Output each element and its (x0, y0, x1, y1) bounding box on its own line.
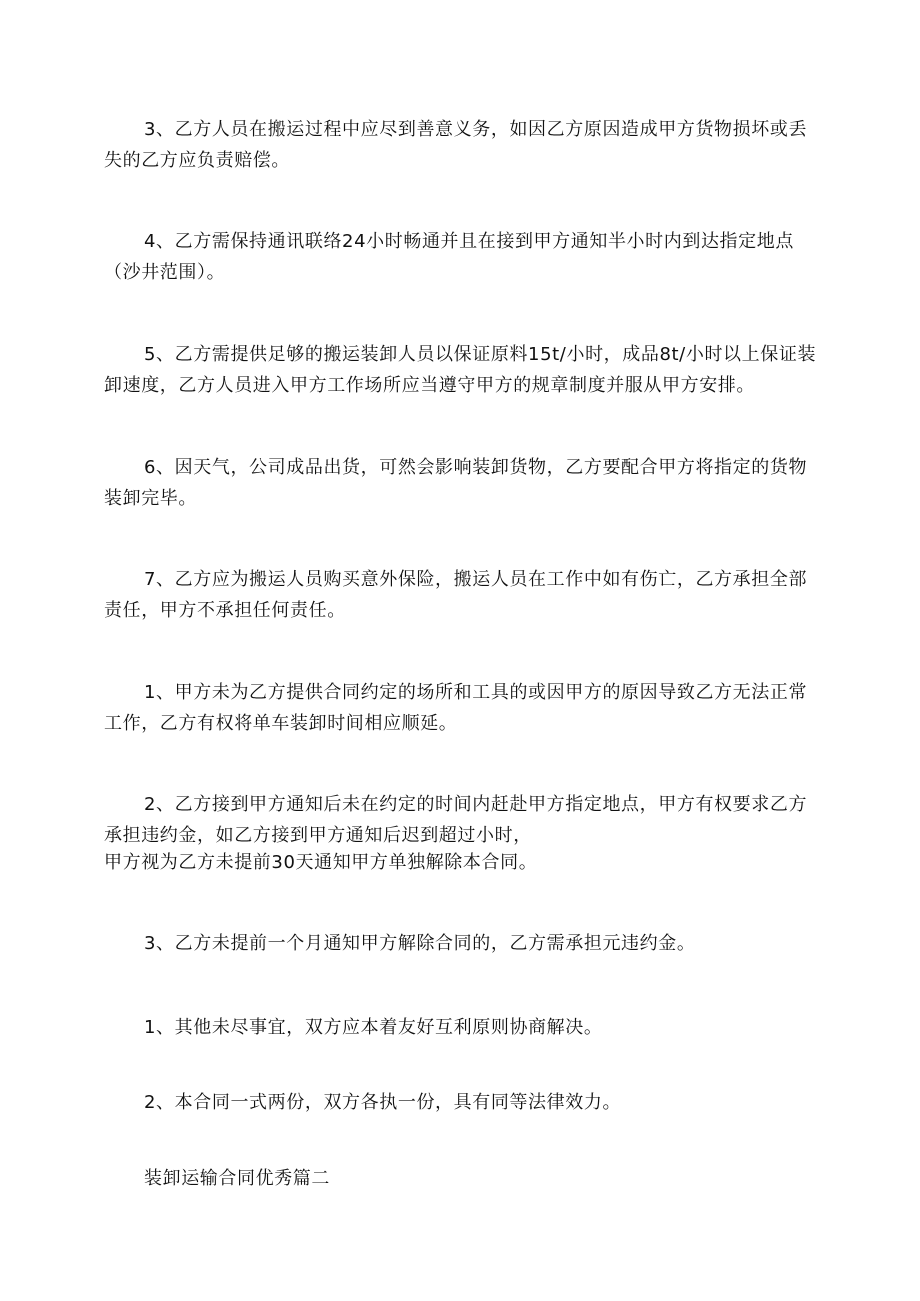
paragraph-line: 1、甲方未为乙方提供合同约定的场所和工具的或因甲方的原因导致乙方无法正常 (144, 682, 808, 703)
paragraph-line: 承担违约金，如乙方接到甲方通知后迟到超过小时， (104, 825, 532, 846)
section-heading: 装卸运输合同优秀篇二 (144, 1168, 330, 1189)
paragraph-line: 3、乙方未提前一个月通知甲方解除合同的，乙方需承担元违约金。 (144, 933, 696, 954)
paragraph-line: 失的乙方应负责赔偿。 (104, 150, 290, 171)
paragraph-line: （沙井范围）。 (104, 262, 226, 283)
paragraph-line: 责任，甲方不承担任何责任。 (104, 600, 346, 621)
paragraph-line: 3、乙方人员在搬运过程中应尽到善意义务，如因乙方原因造成甲方货物损坏或丢 (144, 119, 808, 140)
paragraph-line: 6、因天气，公司成品出货，可然会影响装卸货物，乙方要配合甲方将指定的货物 (144, 457, 808, 478)
paragraph-line: 工作，乙方有权将单车装卸时间相应顺延。 (104, 713, 458, 734)
paragraph-line: 甲方视为乙方未提前30天通知甲方单独解除本合同。 (104, 852, 538, 873)
paragraph-line: 卸速度，乙方人员进入甲方工作场所应当遵守甲方的规章制度并服从甲方安排。 (104, 375, 755, 396)
paragraph-line: 2、本合同一式两份，双方各执一份，具有同等法律效力。 (144, 1092, 622, 1113)
paragraph-line: 4、乙方需保持通讯联络24小时畅通并且在接到甲方通知半小时内到达指定地点 (144, 231, 794, 252)
paragraph-line: 装卸完毕。 (104, 488, 197, 509)
paragraph-line: 5、乙方需提供足够的搬运装卸人员以保证原料15t/小时，成品8t/小时以上保证装 (144, 344, 817, 365)
paragraph-line: 2、乙方接到甲方通知后未在约定的时间内赶赴甲方指定地点，甲方有权要求乙方 (144, 794, 808, 815)
paragraph-line: 7、乙方应为搬运人员购买意外保险，搬运人员在工作中如有伤亡，乙方承担全部 (144, 569, 808, 590)
paragraph-line: 1、其他未尽事宜，双方应本着友好互利原则协商解决。 (144, 1017, 603, 1038)
